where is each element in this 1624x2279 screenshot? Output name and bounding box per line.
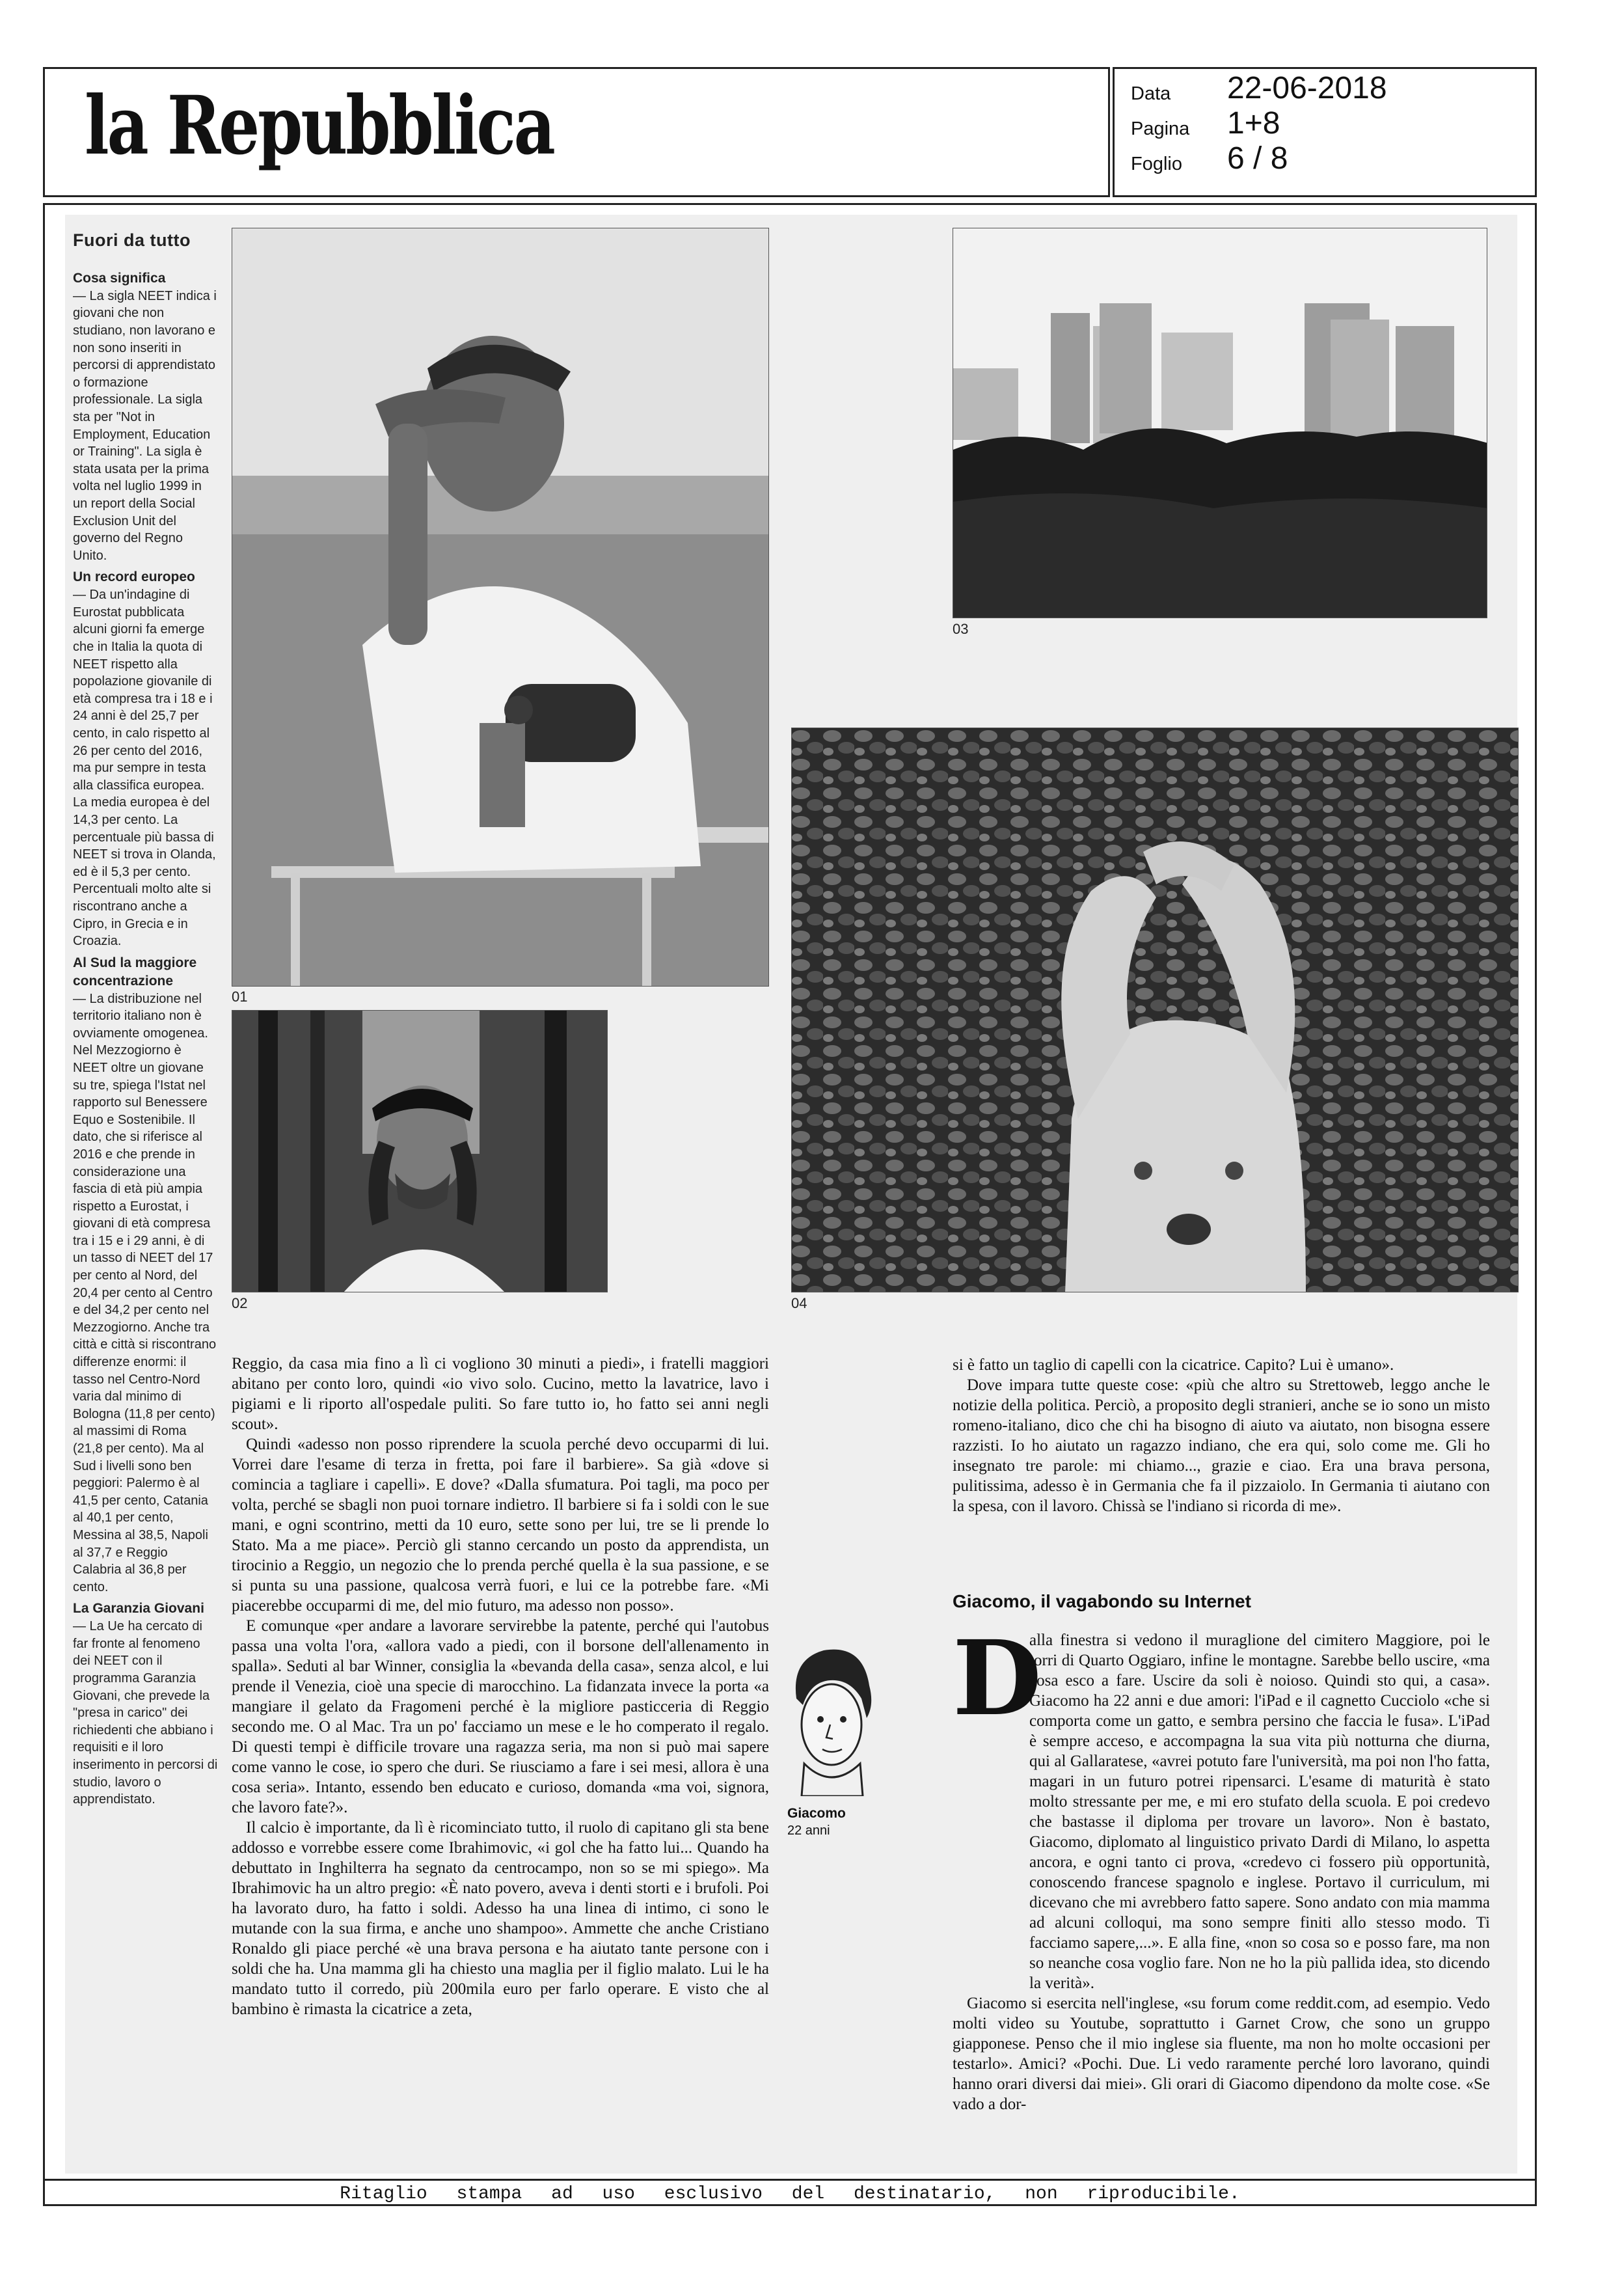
sidebar-heading: Cosa significa — [73, 270, 166, 286]
photo-caption: 04 — [791, 1295, 807, 1311]
sidebar-heading: La Garanzia Giovani — [73, 1601, 204, 1617]
photo-02 — [232, 1010, 608, 1292]
page-label: Pagina — [1131, 118, 1190, 139]
article-column-2 — [953, 1355, 1490, 1563]
photo-01 — [232, 228, 769, 987]
caricature-name: Giacomo — [787, 1806, 846, 1821]
photo-caption: 03 — [953, 621, 969, 637]
sidebar-text: — La Ue ha cercato di far fronte al fenomeno dei NEET con il programma Garanzia Giovani, che prevede la "presa in carico" dei richiedenti che abbiano i requisiti e il loro inserimento in percorsi di studio, lavoro o apprendistato. — [73, 1619, 218, 1807]
date-value: 22-06-2018 — [1227, 71, 1387, 105]
photo-02-figure — [232, 1011, 608, 1292]
article-paragraph: Reggio, da casa mia fino a lì ci vogliono 30 minuti a piedi», i fratelli maggiori abitano per conto loro, quindi «io vivo solo. Cucino, metto la lavatrice, lavo i pigiami e li riporto all'ospedale puliti. So fare tutto io, ho fatto sei anni negli scout». — [232, 1355, 769, 1433]
sheet-label: Foglio — [1131, 154, 1182, 174]
masthead-logo: la Repubblica — [85, 79, 554, 173]
caricature-age: 22 anni — [787, 1823, 830, 1838]
sidebar-text: — Da un'indagine di Eurostat pubblicata alcuni giorni fa emerge che in Italia la quota di NEET rispetto alla popolazione giovanile di età compresa tra i 18 e i 24 anni è del 25,7 per cento, in calo rispetto al 26 per cento del 2016, ma pur sempre in testa alla classifica europea. La media europea è del 14,3 per cento. La percentuale più bassa di NEET si trova in Olanda, ed è il 5,3 per cento. Percentuali molto alte si riscontrano anche a Cipro, in Grecia e in Croazia. — [73, 588, 216, 949]
article-paragraph: si è fatto un taglio di capelli con la cicatrice. Capito? Lui è umano». — [953, 1356, 1394, 1374]
page-value: 1+8 — [1227, 106, 1280, 141]
section-heading: Giacomo, il vagabondo su Internet — [953, 1591, 1251, 1611]
article-paragraph: Il calcio è importante, da lì è ricominciato tutto, il ruolo di capitano gli sta bene addosso e vorrebbe essere come Ibrahimovic, «i gol che ha fatto lui... Quando ha debuttato in Inghilterra ha segnato da centrocampo, non so se mi spiego». Ma Ibrahimovic ha un altro pregio: «È nato povero, aveva i denti storti e i brufoli. Poi ha lavorato duro, ha fatto i soldi. Adesso ha una linea di intimo, ci sono le mutande con la sua firma, e anche uno shampoo». Ammette che anche Cristiano Ronaldo gli piace perché «è una brava persona e ha aiutato tante persone con i soldi che ha. Una mamma gli ha chiesto una maglia per il figlio malato. Lui le ha mandato tutto il corredo, più 200mila euro per farlo operare. E visto che al bambino è rimasta la cicatrice a zeta, — [232, 1819, 769, 2018]
sidebar-text: — La sigla NEET indica i giovani che non studiano, non lavorano e non sono inseriti in percorsi di apprendistato o formazione professionale. La sigla sta per "Not in Employment, Education or Training". La sigla è stata usata per la prima volta nel luglio 1999 in un report della Social Exclusion Unit del governo del Regno Unito. — [73, 288, 217, 563]
photo-04 — [791, 728, 1519, 1292]
article-column-3 — [953, 1618, 1490, 2161]
caricature-figure — [785, 1640, 876, 1796]
photo-caption: 01 — [232, 989, 248, 1005]
sidebar-heading: Al Sud la maggiore concentrazione — [73, 955, 197, 989]
sidebar-text: — La distribuzione nel territorio italiano non è ovviamente omogenea. Nel Mezzogiorno è NEET oltre un giovane su tre, spiega l'Istat nel rapporto sul Benessere Equo e Sostenibile. Il dato, che si riferisce al 2016 e che prende in considerazione una fascia di età più ampia rispetto a Eurostat, i giovani di età compresa tra i 15 e i 29 anni, è di un tasso di NEET del 17 per cento al Nord, del 20,4 per cento al Centro e del 34,2 per cento nel Mezzogiorno. Anche tra città e città si riscontrano differenze enormi: il tasso nel Centro-Nord varia dal minimo di Bologna (11,8 per cento) al massimi di Roma (21,8 per cento). Ma al Sud i livelli sono ben peggiori: Palermo è al 41,5 per cento, Catania al 40,1 per cento, Messina al 38,5, Napoli al 37,7 e Reggio Calabria al 36,8 per cento. — [73, 991, 217, 1594]
footer-notice: Ritaglio stampa ad uso esclusivo del destinatario, non riproducibile. — [43, 2179, 1537, 2206]
article-paragraph: alla finestra si vedono il muraglione del cimitero Maggiore, poi le torri di Quarto Oggiaro, infine le montagne. Sarebbe bello uscire, «ma cosa esco a fare. Uscire da soli è noioso. Quindi sto qui, a casa». Giacomo ha 22 anni e due amori: l'iPad e il cagnetto Cucciolo «che si comporta come un gatto, e sembra persino che faccia le fusa». L'iPad è sempre acceso, e accompagna la sua vita più notturna che diurna, qui al Gallaratese, «avrei potuto fare l'università, ma poi non l'ho fatta, magari in un futuro potrei ripensarci. L'esame di maturità è stato molto stressante per me, e mi ero stufato della scuola. E poi credevo che bastasse il diploma per trovare un lavoro». Non è bastato, Giacomo, diplomato al linguistico privato Dardi di Milano, lo aspetta ancora, e ogni tanto ci prova, «credevo ci fossero più opportunità, conoscendo francese spagnolo e inglese. Portavo il curriculum, mi dicevano che mi avrebbero fatto sapere. Sono andato con mia mamma ad alcuni colloqui, ma sono sempre finiti allo stesso modo. Ti facciamo sapere,...». E alla fine, «non so cosa so e posso fare, ma non so neanche cosa voglio fare. Non ne ho la più pallida idea, sto dicendo la verità». — [1029, 1631, 1490, 1992]
sheet-value: 6 / 8 — [1227, 141, 1288, 176]
article-paragraph: Giacomo si esercita nell'inglese, «su forum come reddit.com, ad esempio. Vedo molti video su Youtube, soprattutto i Garnet Crow, che sono un gruppo giapponese. Penso che il mio inglese sia fluente, ma non ho molte occasioni per testarlo». Amici? «Pochi. Due. Li vedo raramente perché loro lavorano, quindi hanno orari diversi dai miei». Gli orari di Giacomo dipendono da molte cose. «Se vado a dor- — [953, 1995, 1490, 2113]
drop-cap: D — [953, 1618, 1042, 1739]
article-paragraph: Quindi «adesso non posso riprendere la scuola perché devo occuparmi di lui. Vorrei dare l'esame di terza in fretta, poi fare il barbiere». Sa già «dove si comincia a tagliare i capelli». E dove? «Dalla sfumatura. Poi tagli, ma poco per volta, perché se sbagli non puoi tornare indietro. Il barbiere si fa i soldi con le sue mani, e ogni scontrino, metti da 10 euro, sette sono per lui, tre se li prende lo Stato. Ma a me piace». Perciò gli stanno cercando un posto da apprendista, un tirocinio a Reggio, un negozio che lo prenda perché quella è la sua passione, e se si punta su una passione, qualcosa verrà fuori, e lui ce la potrebbe fare. «Mi piacerebbe occuparmi di me, del mio futuro, ma adesso non posso». — [232, 1436, 769, 1615]
photo-01-figure — [232, 228, 769, 987]
sidebar-box — [73, 229, 219, 1808]
sidebar-heading: Un record europeo — [73, 569, 195, 585]
caricature-portrait — [785, 1640, 876, 1796]
article-paragraph: E comunque «per andare a lavorare servirebbe la patente, perché qui l'autobus passa una volta l'ora, «allora vado a piedi, con il borsone dell'allenamento in spalla». Seduti al bar Winner, consiglia la «bevanda della casa», senza alcol, e lui prende il Venezia, cioè una specie di marocchino. La fidanzata invece la porta «a mangiare il gelato da Fragomeni perché è la migliore pasticceria di Reggio secondo me. O al Mac. Tra un po' facciamo un mese e le ho comperato il regalo. Di questi tempi è difficile trovare una ragazza seria, ma non si può mai sapere come vanno le cose, io spero che duri. Se riusciamo a fare i sei mesi, allora è una cosa seria». Intanto, essendo ben educato e curioso, domanda «ma voi, signora, che lavoro fate?». — [232, 1617, 769, 1816]
photo-04-figure — [792, 728, 1519, 1292]
article-paragraph: Dove impara tutte queste cose: «più che altro su Strettoweb, leggo anche le notizie della politica. Perciò, a proposito degli stranieri, anche se io sono un misto romeno-italiano, dico che chi ha bisogno di aiuto va aiutato, non bisogna essere razzisti. Io ho aiutato un ragazzo indiano, che era qui, solo come me. Gli ho insegnato tre parole: mi chiamo..., grazie e ciao. Era una brava persona, pulitissima, adesso è in Germania che fa il pizzaiolo. In Germania ti aiutano con la spesa, con il lavoro. Chissà se l'indiano si ricorda di me». — [953, 1376, 1490, 1515]
date-label: Data — [1131, 83, 1171, 104]
article-column-1 — [232, 1354, 769, 2161]
sidebar-title: Fuori da tutto — [73, 230, 191, 250]
photo-03-figure — [953, 228, 1487, 618]
photo-caption: 02 — [232, 1295, 248, 1311]
photo-03 — [953, 228, 1487, 618]
